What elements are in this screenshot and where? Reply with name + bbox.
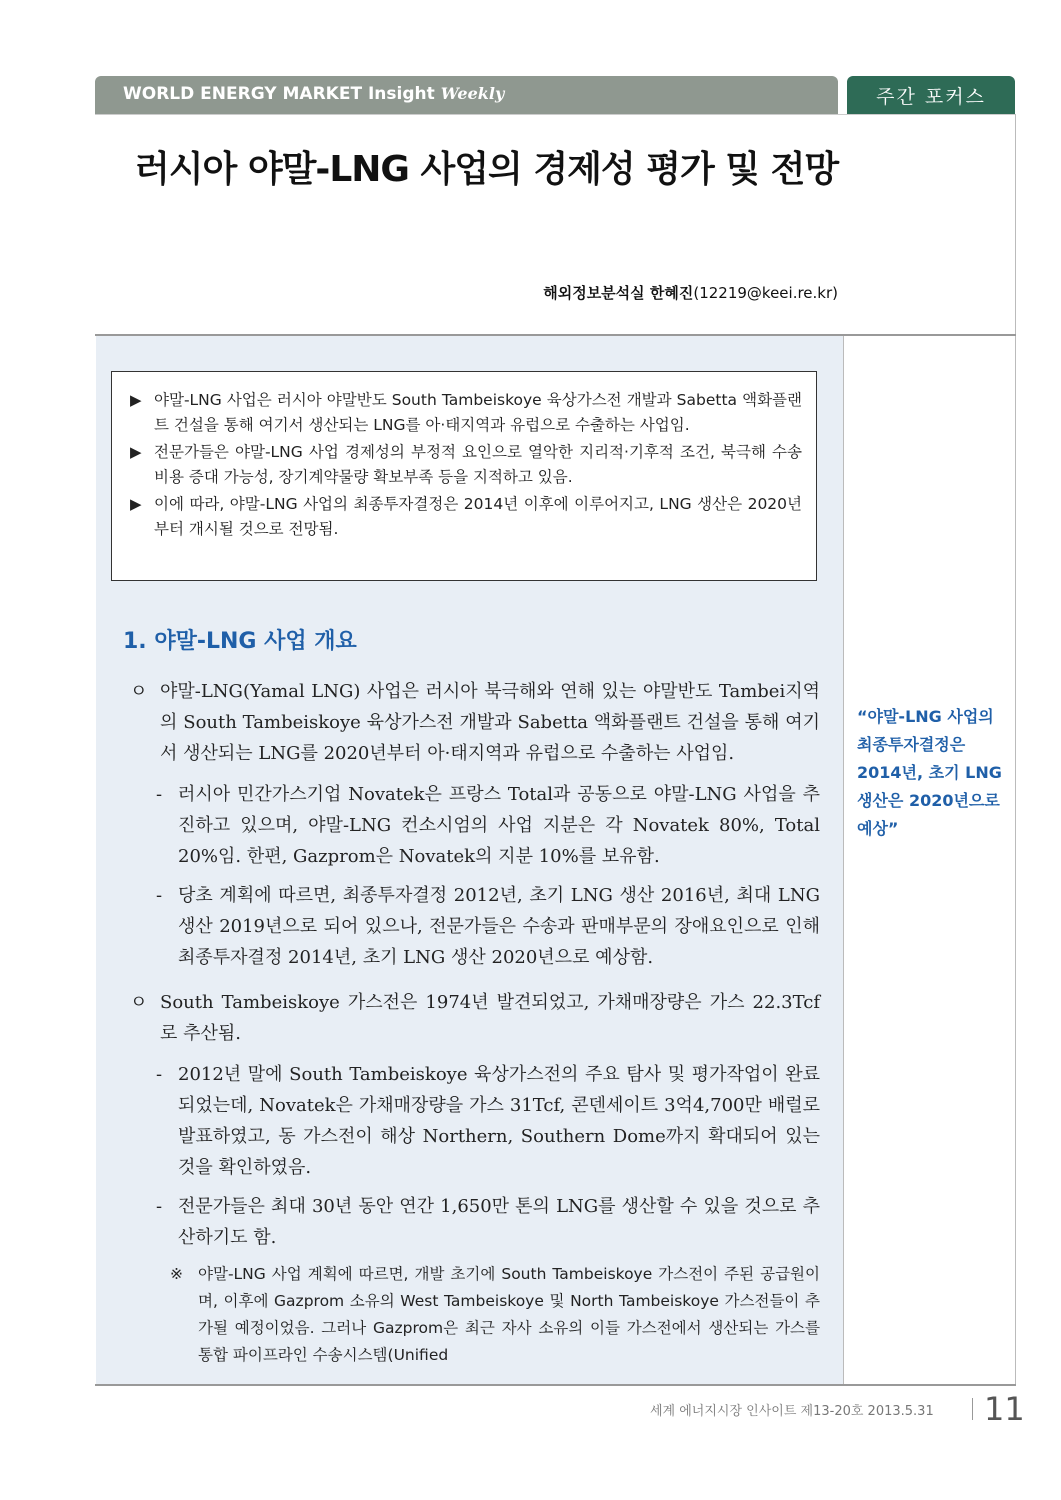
note-paragraph (130, 1261, 820, 1369)
summary-text: 야말-LNG 사업은 러시아 야말반도 South Tambeiskoye 육상가스전 개발과 Sabetta 액화플랜트 건설을 통해 여기서 생산되는 LNG를 아·태지역과 유럽으로 수출하는 사업임. (154, 391, 802, 434)
summary-text: 이에 따라, 야말-LNG 사업의 최종투자결정은 2014년 이후에 이루어지고, LNG 생산은 2020년부터 개시될 것으로 전망됨. (154, 495, 802, 538)
footer-separator (972, 1398, 973, 1420)
page-number: 11 (984, 1390, 1025, 1428)
pull-quote: “야말-LNG 사업의 최종투자결정은 2014년, 초기 LNG 생산은 2020년으로 예상” (857, 707, 1002, 838)
top-divider (95, 114, 1015, 115)
bottom-divider (95, 1384, 1016, 1386)
triangle-bullet-icon: ▶ (130, 443, 142, 461)
dash-bullet-icon: - (156, 1064, 163, 1085)
circle-bullet-icon: ㅇ (130, 681, 148, 702)
page-title: 러시아 야말-LNG 사업의 경제성 평가 및 전망 (135, 149, 839, 190)
dash-bullet-icon: - (156, 885, 163, 906)
weekly-label: Weekly (440, 84, 505, 103)
section-heading: 1. 야말-LNG 사업 개요 (123, 629, 357, 654)
author-email: (12219@keei.re.kr) (693, 284, 838, 302)
summary-item (130, 440, 802, 490)
summary-item (130, 492, 802, 542)
sub-paragraph (130, 880, 820, 973)
sub-paragraph (130, 779, 820, 872)
sub-paragraph-text: 전문가들은 최대 30년 동안 연간 1,650만 톤의 LNG를 생산할 수 있을 것으로 추산하기도 함. (178, 1196, 820, 1248)
author-name: 해외정보분석실 한혜진 (543, 284, 694, 302)
header-bar (95, 76, 838, 114)
sub-paragraph (130, 1059, 820, 1183)
sub-paragraph-text: 러시아 민간가스기업 Novatek은 프랑스 Total과 공동으로 야말-LNG 사업을 추진하고 있으며, 야말-LNG 컨소시엄의 사업 지분은 각 Novatek 80%, Total 20%임. 한편, Gazprom은 Novatek의 지분 10%를 보유함. (178, 784, 820, 867)
author-line (543, 282, 838, 303)
publication-title (123, 84, 504, 104)
paragraph-text: 야말-LNG(Yamal LNG) 사업은 러시아 북극해와 연해 있는 야말반도 Tambei지역의 South Tambeiskoye 육상가스전 개발과 Sabetta 액화플랜트 건설을 통해 여기서 생산되는 LNG를 2020년부터 아·태지역과 유럽으로 수출하는 사업임. (160, 681, 820, 764)
summary-item (130, 388, 802, 438)
dash-bullet-icon: - (156, 1196, 163, 1217)
triangle-bullet-icon: ▶ (130, 391, 142, 409)
article-body (130, 676, 820, 1369)
sub-paragraph (130, 1191, 820, 1253)
paragraph (130, 987, 820, 1049)
paragraph (130, 676, 820, 769)
footer-publication: 세계 에너지시장 인사이트 제13-20호 2013.5.31 (650, 1404, 934, 1419)
summary-box (111, 371, 817, 581)
triangle-bullet-icon: ▶ (130, 495, 142, 513)
circle-bullet-icon: ㅇ (130, 992, 148, 1013)
summary-text: 전문가들은 야말-LNG 사업 경제성의 부정적 요인으로 열악한 지리적·기후적 조건, 북극해 수송비용 증대 가능성, 장기계약물량 확보부족 등을 지적하고 있음. (154, 443, 802, 486)
right-border (1015, 114, 1016, 1386)
note-mark-icon: ※ (170, 1265, 183, 1283)
dash-bullet-icon: - (156, 784, 163, 805)
column-divider (843, 336, 844, 1386)
sub-paragraph-text: 당초 계획에 따르면, 최종투자결정 2012년, 초기 LNG 생산 2016년, 최대 LNG 생산 2019년으로 되어 있으나, 전문가들은 수송과 판매부문의 장애요인으로 인해 최종투자결정 2014년, 초기 LNG 생산 2020년으로 예상함. (178, 885, 820, 968)
sub-paragraph-text: 2012년 말에 South Tambeiskoye 육상가스전의 주요 탐사 및 평가작업이 완료되었는데, Novatek은 가채매장량을 가스 31Tcf, 콘덴세이트 3억4,700만 배럴로 발표하였고, 동 가스전이 해상 Northern, Southern Dome까지 확대되어 있는 것을 확인하였음. (178, 1064, 820, 1178)
note-text: 야말-LNG 사업 계획에 따르면, 개발 초기에 South Tambeiskoye 가스전이 주된 공급원이며, 이후에 Gazprom 소유의 West Tambeiskoye 및 North Tambeiskoye 가스전들이 추가될 예정이었음. 그러나 Gazprom은 최근 자사 소유의 이들 가스전에서 생산되는 가스를 통합 파이프라인 수송시스템(Unified (198, 1265, 820, 1364)
focus-tab: 주간 포커스 (847, 76, 1015, 114)
paragraph-text: South Tambeiskoye 가스전은 1974년 발견되었고, 가채매장량은 가스 22.3Tcf로 추산됨. (160, 992, 820, 1044)
publication-title-text: WORLD ENERGY MARKET Insight (123, 84, 435, 104)
